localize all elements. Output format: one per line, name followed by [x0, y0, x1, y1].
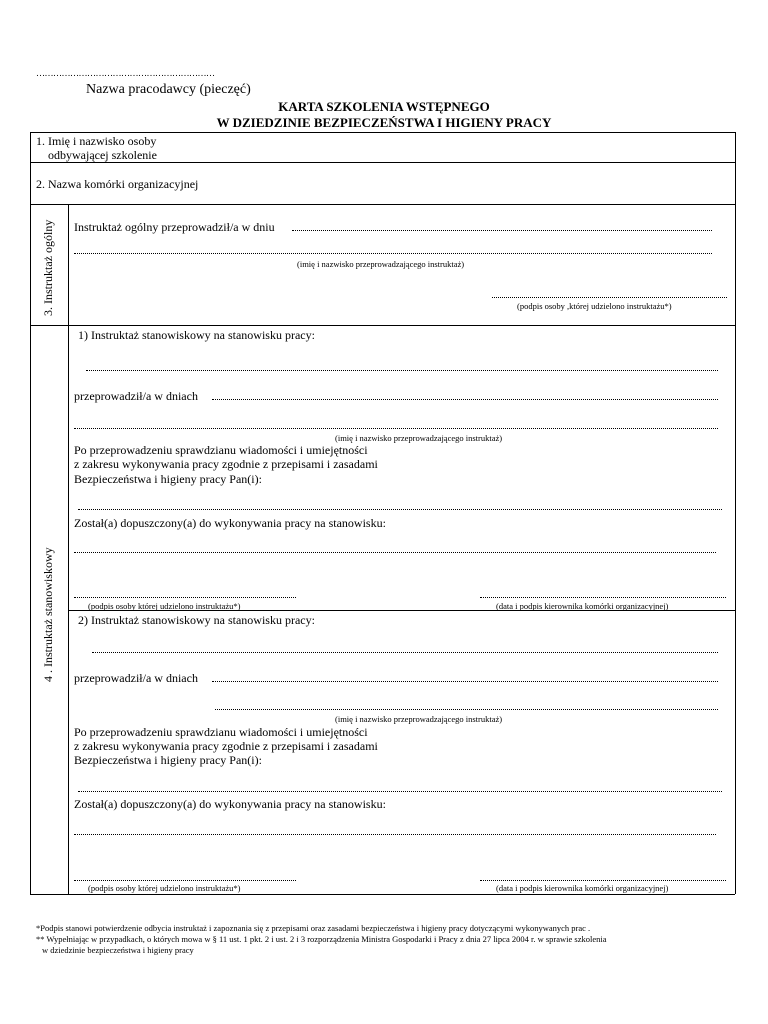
workplace-block2-instructor-caption: (imię i nazwisko przeprowadzającego instruktaż)	[335, 714, 503, 724]
workplace-block2-position-field[interactable]	[92, 652, 718, 653]
general-training-side-label: 3. Instruktaż ogólny	[41, 219, 55, 316]
workplace-block1-days-label: przeprowadził/a w dniach	[74, 389, 198, 403]
workplace-block1-employee-field[interactable]	[78, 509, 722, 510]
form-title-line2: W DZIEDZINIE BEZPIECZEŃSTWA I HIGIENY PRACY	[216, 115, 552, 130]
workplace-block1-manager-caption: (data i podpis kierownika komórki organizacyjnej)	[496, 601, 669, 611]
workplace-block1-manager-signature-field[interactable]	[480, 597, 726, 598]
workplace-block1-check-line3: Bezpieczeństwa i higieny pracy Pan(i):	[74, 472, 262, 486]
workplace-block2-admitted-field[interactable]	[74, 834, 716, 835]
workplace-block1-trainee-caption: (podpis osoby której udzielono instruktażu*)	[88, 601, 241, 611]
workplace-block2-instructor-field[interactable]	[215, 709, 718, 710]
workplace-block1-check-line2: z zakresu wykonywania pracy zgodnie z przepisami i zasadami	[74, 457, 378, 471]
employer-stamp-label: Nazwa pracodawcy (pieczęć)	[86, 82, 251, 97]
general-date-field[interactable]	[292, 230, 712, 231]
workplace-block2-manager-caption: (data i podpis kierownika komórki organizacyjnej)	[496, 883, 669, 893]
workplace-block1-trainee-signature-field[interactable]	[74, 597, 296, 598]
general-trainee-caption: (podpis osoby ,której udzielono instruktażu*)	[517, 301, 672, 311]
workplace-block1-heading: 1) Instruktaż stanowiskowy na stanowisku pracy:	[78, 328, 315, 342]
workplace-block1-instructor-caption: (imię i nazwisko przeprowadzającego instruktaż)	[335, 433, 503, 443]
general-instructor-caption: (imię i nazwisko przeprowadzającego instruktaż)	[297, 259, 465, 269]
general-conducted-label: Instruktaż ogólny przeprowadził/a w dniu	[74, 220, 275, 234]
workplace-block2-days-label: przeprowadził/a w dniach	[74, 671, 198, 685]
org-unit-label: 2. Nazwa komórki organizacyjnej	[36, 177, 199, 191]
workplace-block2-check-line2: z zakresu wykonywania pracy zgodnie z przepisami i zasadami	[74, 739, 378, 753]
footnote-regulation-cont: w dziedzinie bezpieczeństwa i higieny pracy	[42, 945, 194, 955]
workplace-block1-instructor-field[interactable]	[74, 428, 718, 429]
workplace-block2-manager-signature-field[interactable]	[480, 880, 726, 881]
workplace-training-side-label: 4 . Instruktaż stanowiskowy	[41, 547, 55, 682]
workplace-block1-days-field[interactable]	[212, 399, 718, 400]
trainee-name-label: 1. Imię i nazwisko osoby	[36, 134, 157, 148]
workplace-block2-trainee-signature-field[interactable]	[74, 880, 296, 881]
form-title-line1: KARTA SZKOLENIA WSTĘPNEGO	[278, 99, 490, 114]
general-trainee-signature-field[interactable]	[492, 297, 727, 298]
workplace-block1-admitted-label: Został(a) dopuszczony(a) do wykonywania pracy na stanowisku:	[74, 516, 386, 530]
workplace-block1-check-line1: Po przeprowadzeniu sprawdzianu wiadomości i umiejętności	[74, 443, 368, 457]
workplace-block2-days-field[interactable]	[212, 681, 718, 682]
workplace-block2-admitted-label: Został(a) dopuszczony(a) do wykonywania pracy na stanowisku:	[74, 797, 386, 811]
workplace-block2-trainee-caption: (podpis osoby której udzielono instruktażu*)	[88, 883, 241, 893]
workplace-block2-check-line3: Bezpieczeństwa i higieny pracy Pan(i):	[74, 753, 262, 767]
workplace-block2-check-line1: Po przeprowadzeniu sprawdzianu wiadomości i umiejętności	[74, 725, 368, 739]
employer-dots: ………………………………………………………	[36, 68, 215, 78]
workplace-block1-admitted-field[interactable]	[74, 552, 716, 553]
general-instructor-field[interactable]	[74, 253, 712, 254]
workplace-block2-employee-field[interactable]	[78, 791, 722, 792]
workplace-block1-position-field[interactable]	[86, 370, 718, 371]
footnote-signature: *Podpis stanowi potwierdzenie odbycia instruktaż i zapoznania się z przepisami oraz zasadami bezpieczeństwa i higieny pracy dotyczącymi wykonywanych prac .	[36, 923, 591, 933]
footnote-regulation: ** Wypełniając w przypadkach, o których mowa w § 11 ust. 1 pkt. 2 i ust. 2 i 3 rozporządzenia Ministra Gospodarki i Pracy z dnia 27 lipca 2004 r. w sprawie szkolenia	[36, 934, 607, 944]
workplace-block2-heading: 2) Instruktaż stanowiskowy na stanowisku pracy:	[78, 613, 315, 627]
trainee-name-label-cont: odbywającej szkolenie	[48, 148, 157, 162]
